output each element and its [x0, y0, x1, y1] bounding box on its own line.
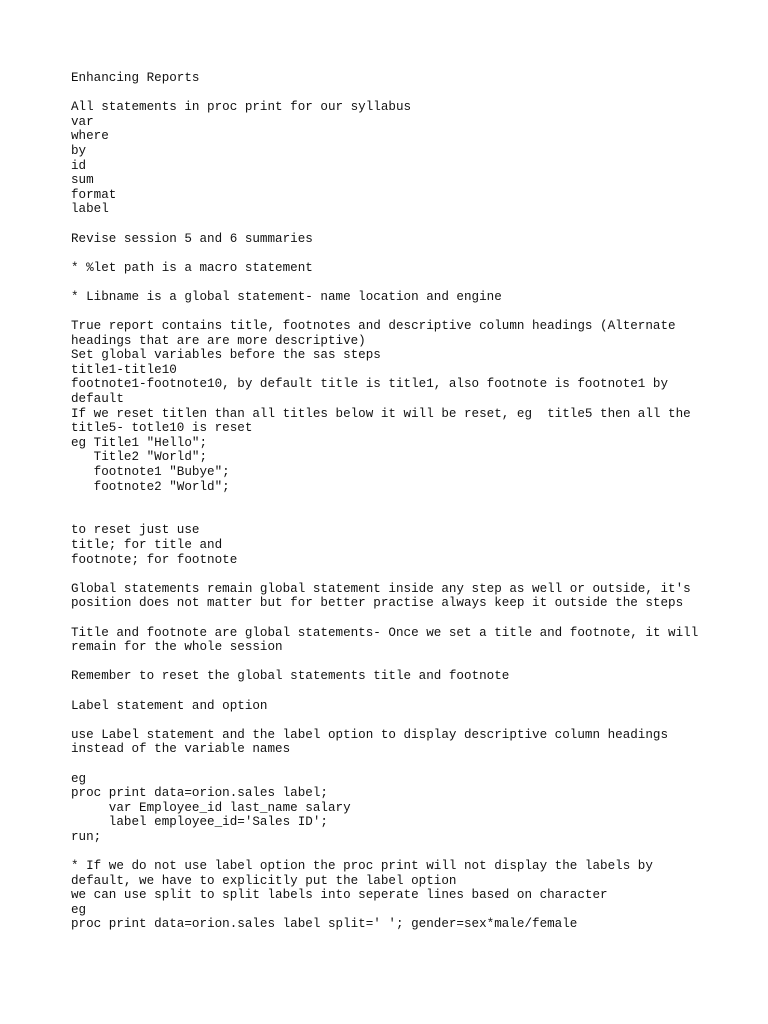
text-line: we can use split to split labels into seperate lines based on character [71, 888, 608, 903]
blank-line [71, 567, 721, 582]
blank-line [71, 684, 721, 699]
text-line: Enhancing Reports [71, 71, 200, 85]
text-line: * If we do not use label option the proc print will not display the labels by [71, 859, 653, 874]
text-line: instead of the variable names [71, 742, 291, 757]
blank-line [71, 217, 721, 232]
text-line: * Libname is a global statement- name location and engine [71, 289, 502, 304]
blank-line [71, 305, 721, 320]
text-line: format [71, 187, 117, 202]
text-line: If we reset titlen than all titles below it will be reset, eg title5 then all the [71, 406, 691, 421]
text-line: label [71, 202, 109, 217]
text-line: All statements in proc print for our syllabus [71, 100, 412, 115]
blank-line [71, 655, 721, 670]
text-line: eg [71, 902, 87, 917]
blank-line [71, 246, 721, 261]
text-line: proc print data=orion.sales label split=' '; gender=sex*male/female [71, 917, 578, 932]
text-line: eg [71, 771, 87, 786]
blank-line [71, 844, 721, 859]
blank-line [71, 611, 721, 626]
text-line: id [71, 158, 87, 173]
text-line: title5- totle10 is reset [71, 421, 253, 436]
blank-line [71, 509, 721, 524]
text-line: title; for title and [71, 538, 223, 552]
text-line: footnote2 "World"; [71, 479, 230, 494]
text-line: position does not matter but for better practise always keep it outside the steps [71, 596, 684, 611]
blank-line [71, 757, 721, 772]
text-line: remain for the whole session [71, 640, 283, 655]
text-line: use Label statement and the label option to display descriptive column headings [71, 727, 669, 742]
document-page [71, 71, 721, 932]
text-line: var [71, 114, 94, 129]
text-line: title1-title10 [71, 362, 177, 377]
text-line: by [71, 143, 87, 158]
text-line: eg Title1 "Hello"; [71, 435, 208, 450]
text-line: True report contains title, footnotes and descriptive column headings (Alternate [71, 319, 676, 334]
blank-line [71, 494, 721, 509]
text-line: proc print data=orion.sales label; [71, 786, 328, 801]
text-line: Set global variables before the sas steps [71, 348, 381, 363]
text-line: Title and footnote are global statements- Once we set a title and footnote, it will [71, 625, 699, 640]
text-line: run; [71, 829, 102, 844]
text-line: sum [71, 173, 94, 188]
blank-line [71, 86, 721, 101]
text-line: label employee_id='Sales ID'; [71, 815, 328, 830]
text-line: Revise session 5 and 6 summaries [71, 231, 313, 246]
text-line: to reset just use [71, 523, 200, 538]
text-line: footnote; for footnote [71, 552, 238, 567]
text-line: headings that are are more descriptive) [71, 333, 366, 348]
text-line: footnote1 "Bubye"; [71, 465, 230, 480]
blank-line [71, 713, 721, 728]
text-line: Global statements remain global statement inside any step as well or outside, it's [71, 581, 691, 596]
text-line: footnote1-footnote10, by default title is title1, also footnote is footnote1 by [71, 377, 669, 392]
text-line: Label statement and option [71, 698, 268, 713]
blank-line [71, 275, 721, 290]
text-line: default [71, 392, 124, 407]
text-line: Remember to reset the global statements title and footnote [71, 669, 510, 684]
text-line: where [71, 129, 109, 144]
text-line: * %let path is a macro statement [71, 260, 313, 275]
text-line: var Employee_id last_name salary [71, 800, 351, 815]
text-line: default, we have to explicitly put the label option [71, 873, 457, 888]
text-line: Title2 "World"; [71, 450, 208, 465]
